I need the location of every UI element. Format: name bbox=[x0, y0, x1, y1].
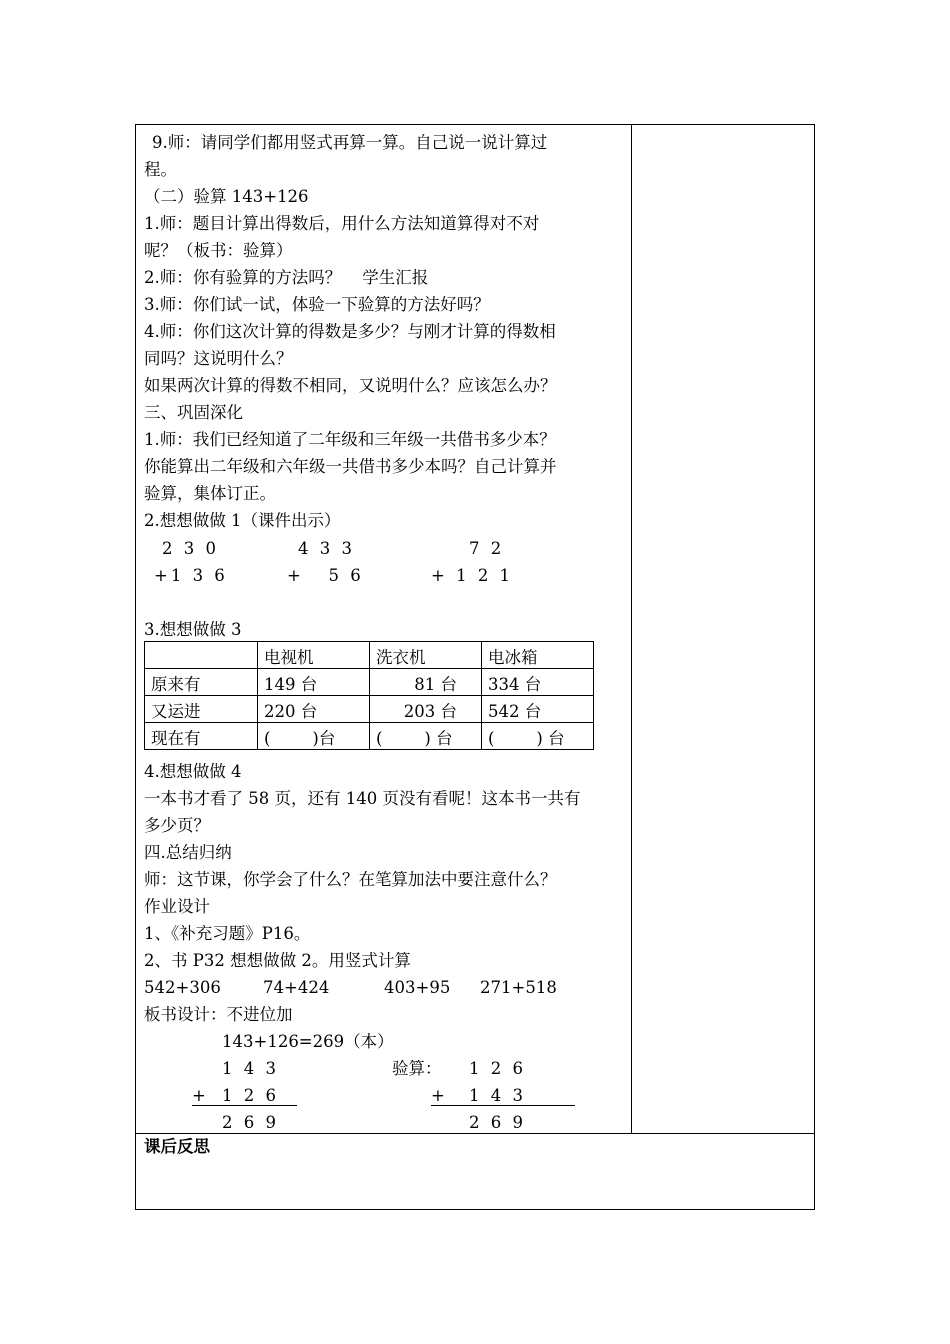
text-line: 4.师：你们这次计算的得数是多少？与刚才计算的得数相 bbox=[144, 322, 556, 341]
board-left-result: 2 6 9 bbox=[222, 1113, 279, 1132]
text-line: 1.师：我们已经知道了二年级和三年级一共借书多少本？ bbox=[144, 430, 556, 449]
board-left-mid: 1 2 6 bbox=[222, 1086, 279, 1105]
text-line: （二）验算 143+126 bbox=[144, 187, 309, 206]
text-line: 2.师：你有验算的方法吗？ 学生汇报 bbox=[144, 268, 429, 287]
exercise-a-top: 2 3 0 bbox=[162, 539, 219, 558]
board-right-mid: 1 4 3 bbox=[469, 1086, 526, 1105]
text-line: 同吗？这说明什么？ bbox=[144, 349, 293, 368]
text-line: 师：这节课，你学会了什么？在笔算加法中要注意什么？ bbox=[144, 870, 557, 889]
table-cell: 542 台 bbox=[482, 696, 594, 723]
row-divider bbox=[135, 1133, 815, 1134]
table-cell: 149 台 bbox=[258, 669, 370, 696]
text-line: 2.想想做做 1（课件出示） bbox=[144, 511, 341, 530]
table-cell: 334 台 bbox=[482, 669, 594, 696]
table-header-row bbox=[145, 642, 594, 669]
text-line: 1.师：题目计算出得数后，用什么方法知道算得对不对 bbox=[144, 214, 540, 233]
exercise-b-top: 4 3 3 bbox=[298, 539, 355, 558]
homework-item: 542+306 bbox=[144, 978, 221, 997]
text-line: 你能算出二年级和六年级一共借书多少本吗？自己计算并 bbox=[144, 457, 557, 476]
table-cell: 81 台 bbox=[370, 669, 482, 696]
table-cell: ( )台 bbox=[258, 723, 370, 750]
text-line: 9.师：请同学们都用竖式再算一算。自己说一说计算过 bbox=[152, 133, 548, 152]
board-left-top: 1 4 3 bbox=[222, 1059, 279, 1078]
exercise-a-bottom: +1 3 6 bbox=[154, 566, 228, 585]
text-line: 程。 bbox=[144, 160, 177, 179]
homework-item: 74+424 bbox=[263, 978, 330, 997]
table-cell: 220 台 bbox=[258, 696, 370, 723]
board-right-underline bbox=[431, 1105, 575, 1106]
text-line: 一本书才看了 58 页，还有 140 页没有看呢！这本书一共有 bbox=[144, 789, 581, 808]
board-left-plus: + bbox=[192, 1086, 206, 1105]
table-header: 电冰箱 bbox=[482, 642, 594, 669]
text-line: 四.总结归纳 bbox=[144, 843, 232, 862]
table-cell: 原来有 bbox=[145, 669, 258, 696]
tv-table bbox=[144, 641, 594, 750]
text-line: 2、书 P32 想想做做 2。用竖式计算 bbox=[144, 951, 411, 970]
homework-item: 271+518 bbox=[480, 978, 557, 997]
board-title: 板书设计：不进位加 bbox=[144, 1005, 293, 1024]
text-line: 多少页？ bbox=[144, 816, 210, 835]
homework-item: 403+95 bbox=[384, 978, 451, 997]
board-right-plus: + bbox=[431, 1086, 445, 1105]
table-row bbox=[145, 669, 594, 696]
table-cell: ( ) 台 bbox=[370, 723, 482, 750]
table-cell: ( ) 台 bbox=[482, 723, 594, 750]
table-header bbox=[145, 642, 258, 669]
table-row bbox=[145, 696, 594, 723]
text-line: 3.师：你们试一试，体验一下验算的方法好吗？ bbox=[144, 295, 490, 314]
text-line: 三、巩固深化 bbox=[144, 403, 243, 422]
board-right-result: 2 6 9 bbox=[469, 1113, 526, 1132]
exercise-c-bottom: + 1 2 1 bbox=[431, 566, 514, 585]
table-row bbox=[145, 723, 594, 750]
table-cell: 现在有 bbox=[145, 723, 258, 750]
table-cell: 又运进 bbox=[145, 696, 258, 723]
text-line: 呢？（板书：验算） bbox=[144, 241, 293, 260]
board-right-top: 1 2 6 bbox=[469, 1059, 526, 1078]
text-line: 4.想想做做 4 bbox=[144, 762, 242, 781]
exercise-b-bottom: + 5 6 bbox=[287, 566, 364, 585]
board-check-label: 验算： bbox=[392, 1059, 442, 1078]
text-line: 1、《补充习题》P16。 bbox=[144, 924, 311, 943]
table-cell: 203 台 bbox=[370, 696, 482, 723]
table-header: 洗衣机 bbox=[370, 642, 482, 669]
text-line: 作业设计 bbox=[144, 897, 210, 916]
board-left-underline bbox=[192, 1105, 297, 1106]
table-header: 电视机 bbox=[258, 642, 370, 669]
reflection-label: 课后反思 bbox=[144, 1137, 210, 1156]
text-line: 如果两次计算的得数不相同，又说明什么？应该怎么办？ bbox=[144, 376, 557, 395]
table-title: 3.想想做做 3 bbox=[144, 620, 242, 639]
text-line: 验算，集体订正。 bbox=[144, 484, 276, 503]
board-equation: 143+126=269（本） bbox=[222, 1032, 394, 1051]
exercise-c-top: 7 2 bbox=[469, 539, 505, 558]
column-divider bbox=[631, 124, 632, 1134]
